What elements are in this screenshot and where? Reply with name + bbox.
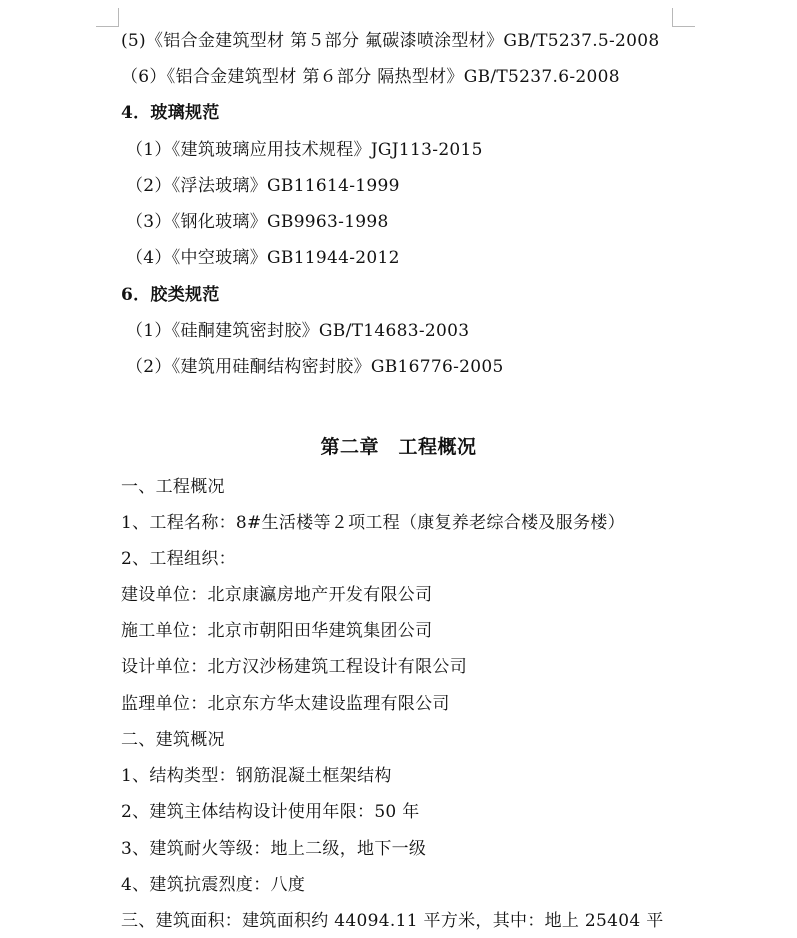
body-line: 设计单位：北方汉沙杨建筑工程设计有限公司 xyxy=(121,657,467,677)
crop-mark-left xyxy=(96,8,119,27)
body-line: 2、建筑主体结构设计使用年限：50 年 xyxy=(121,802,420,822)
section-heading-glass: 4．玻璃规范 xyxy=(121,103,220,123)
body-line: 1、工程名称：8#生活楼等２项工程（康复养老综合楼及服务楼） xyxy=(121,513,625,533)
body-line: 3、建筑耐火等级：地上二级，地下一级 xyxy=(121,839,427,859)
body-line: 一、工程概况 xyxy=(121,477,225,497)
standard-item: (5)《铝合金建筑型材 第５部分 氟碳漆喷涂型材》GB/T5237.5-2008 xyxy=(121,31,660,51)
body-line: 监理单位：北京东方华太建设监理有限公司 xyxy=(121,694,450,714)
body-line: 建设单位：北京康瀛房地产开发有限公司 xyxy=(121,585,433,605)
chapter-title: 第二章 工程概况 xyxy=(320,436,477,458)
body-line: 2、工程组织： xyxy=(121,549,236,569)
body-line: 二、建筑概况 xyxy=(121,730,225,750)
crop-mark-right xyxy=(672,8,695,27)
standard-item: （1）《硅酮建筑密封胶》GB/T14683-2003 xyxy=(126,321,470,341)
standard-item: （1）《建筑玻璃应用技术规程》JGJ113-2015 xyxy=(126,140,483,160)
body-line: 三、建筑面积：建筑面积约 44094.11 平方米，其中：地上 25404 平 xyxy=(121,911,664,931)
standard-item: （2）《建筑用硅酮结构密封胶》GB16776-2005 xyxy=(126,357,504,377)
body-line: 4、建筑抗震烈度：八度 xyxy=(121,875,306,895)
body-line: 施工单位：北京市朝阳田华建筑集团公司 xyxy=(121,621,433,641)
section-heading-glue: 6．胶类规范 xyxy=(121,285,220,305)
standard-item: （4）《中空玻璃》GB11944-2012 xyxy=(126,248,400,268)
body-line: 1、结构类型：钢筋混凝土框架结构 xyxy=(121,766,392,786)
standard-item: （6）《铝合金建筑型材 第６部分 隔热型材》GB/T5237.6-2008 xyxy=(121,67,620,87)
standard-item: （3）《钢化玻璃》GB9963-1998 xyxy=(126,212,389,232)
standard-item: （2）《浮法玻璃》GB11614-1999 xyxy=(126,176,400,196)
